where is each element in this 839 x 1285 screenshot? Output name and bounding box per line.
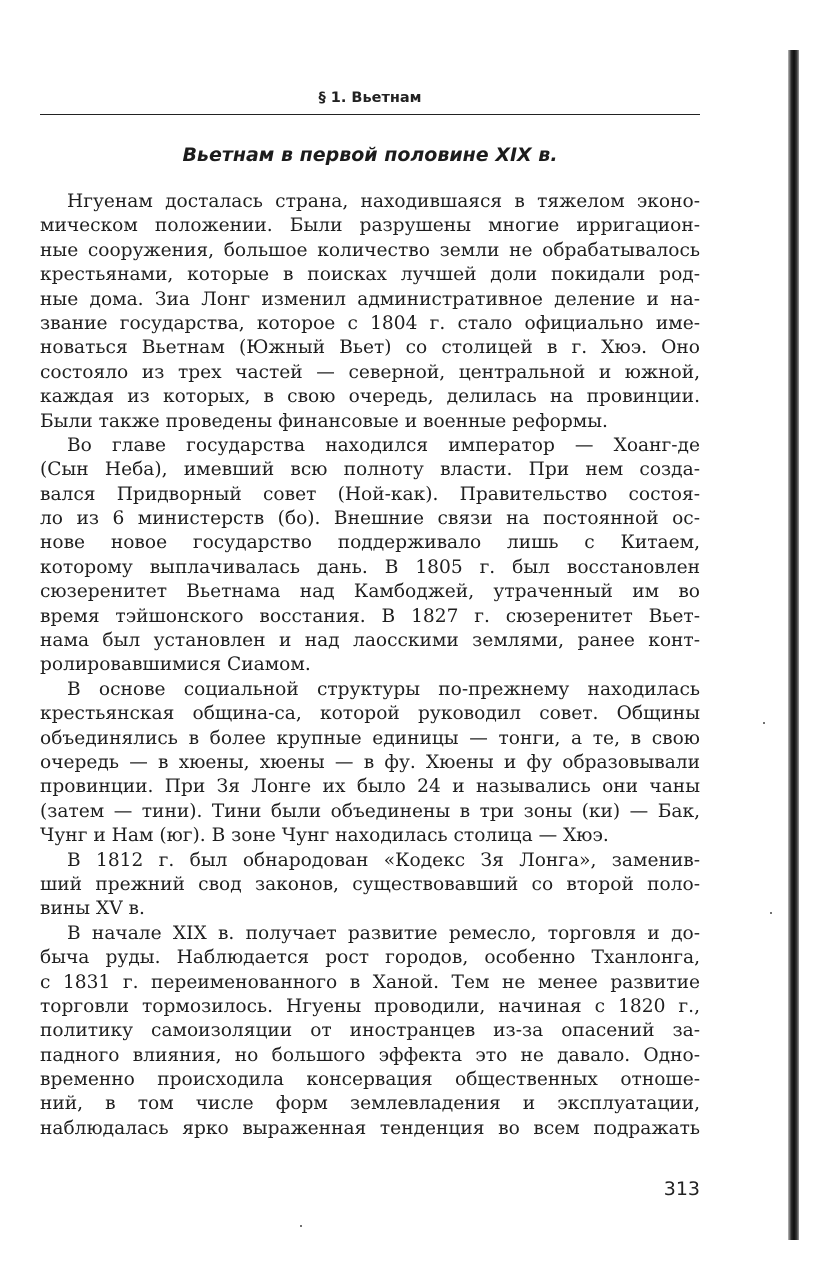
text-line: ший прежний свод законов, существовавший со второй поло- bbox=[40, 873, 700, 895]
text-line: быча руды. Наблюдается рост городов, особенно Тханлонга, bbox=[40, 947, 700, 969]
text-line: Нгуенам досталась страна, находившаяся в тяжелом эконо- bbox=[67, 191, 700, 212]
text-line: очередь — в хюены, хюены — в фу. Хюены и фу образовывали bbox=[40, 751, 700, 773]
text-line: (затем — тини). Тини были объединены в три зоны (ки) — Бак, bbox=[40, 800, 700, 822]
text-line: В начале XIX в. получает развитие ремесло, торговля и до- bbox=[67, 922, 700, 944]
scan-speck bbox=[763, 722, 765, 724]
text-line: объединялись в более крупные единицы — тонги, а те, в свою bbox=[40, 727, 700, 749]
text-line: ний, в том числе форм землевладения и эксплуатации, bbox=[40, 1093, 700, 1115]
text-line: падного влияния, но большого эффекта это не давало. Одно- bbox=[40, 1044, 700, 1066]
text-line: вины XV в. bbox=[40, 898, 145, 920]
text-line: новаться Вьетнам (Южный Вьет) со столицей в г. Хюэ. Оно bbox=[40, 337, 700, 359]
text-line: В 1812 г. был обнародован «Кодекс Зя Лонга», заменив- bbox=[67, 849, 700, 871]
text-line: временно происходила консервация общественных отноше- bbox=[40, 1069, 700, 1091]
running-head: § 1. Вьетнам bbox=[318, 90, 422, 106]
text-line: ные сооружения, большое количество земли не обрабатывалось bbox=[40, 239, 700, 261]
text-line: политику самоизоляции от иностранцев из-за опасений за- bbox=[40, 1020, 700, 1042]
text-line: наблюдалась ярко выраженная тенденция во всем подражать bbox=[40, 1117, 700, 1139]
text-line: (Сын Неба), имевший всю полноту власти. При нем созда- bbox=[40, 459, 700, 481]
text-line: звание государства, которое с 1804 г. стало официально име- bbox=[40, 312, 700, 334]
text-line: торговли тормозилось. Нгуены проводили, начиная с 1820 г., bbox=[40, 995, 700, 1017]
text-line: вался Придворный совет (Ной-как). Правительство состоя- bbox=[40, 483, 700, 505]
text-line: Были также проведены финансовые и военные реформы. bbox=[40, 410, 608, 432]
text-line: состояло из трех частей — северной, центральной и южной, bbox=[40, 361, 700, 383]
text-line: ло из 6 министерств (бо). Внешние связи на постоянной ос- bbox=[40, 508, 700, 530]
scan-speck bbox=[770, 912, 772, 914]
text-line: мическом положении. Были разрушены многие ирригацион- bbox=[40, 215, 700, 237]
text-line: которому выплачивалась дань. В 1805 г. был восстановлен bbox=[40, 556, 700, 578]
text-line: нове новое государство поддерживало лишь с Китаем, bbox=[40, 532, 700, 554]
text-line: нама был установлен и над лаосскими землями, ранее конт- bbox=[40, 630, 700, 652]
section-title: Вьетнам в первой половине XIX в. bbox=[182, 144, 558, 166]
text-line: время тэйшонского восстания. В 1827 г. сюзеренитет Вьет- bbox=[40, 605, 700, 627]
text-line: Во главе государства находился император — Хоанг-де bbox=[67, 434, 700, 456]
text-line: ролировавшимися Сиамом. bbox=[40, 654, 311, 676]
page-number: 313 bbox=[663, 1178, 700, 1200]
text-line: Чунг и Нам (юг). В зоне Чунг находилась столица — Хюэ. bbox=[40, 825, 609, 847]
text-line: сюзеренитет Вьетнама над Камбоджей, утраченный им во bbox=[40, 581, 700, 603]
text-line: крестьянская община-са, которой руководил совет. Общины bbox=[40, 703, 700, 725]
text-line: провинции. При Зя Лонге их было 24 и назывались они чаны bbox=[40, 776, 700, 798]
text-line: ные дома. Зиа Лонг изменил административное деление и на- bbox=[40, 288, 700, 310]
text-line: В основе социальной структуры по-прежнему находилась bbox=[67, 678, 700, 700]
body-text bbox=[40, 190, 700, 1141]
text-line: с 1831 г. переименованного в Ханой. Тем не менее развитие bbox=[40, 971, 700, 993]
text-line: крестьянами, которые в поисках лучшей доли покидали род- bbox=[40, 264, 700, 286]
text-line: каждая из которых, в свою очередь, делилась на провинции. bbox=[40, 386, 700, 408]
header-rule bbox=[40, 114, 700, 115]
scan-speck bbox=[300, 1225, 302, 1227]
page-binding-edge bbox=[788, 50, 799, 1240]
